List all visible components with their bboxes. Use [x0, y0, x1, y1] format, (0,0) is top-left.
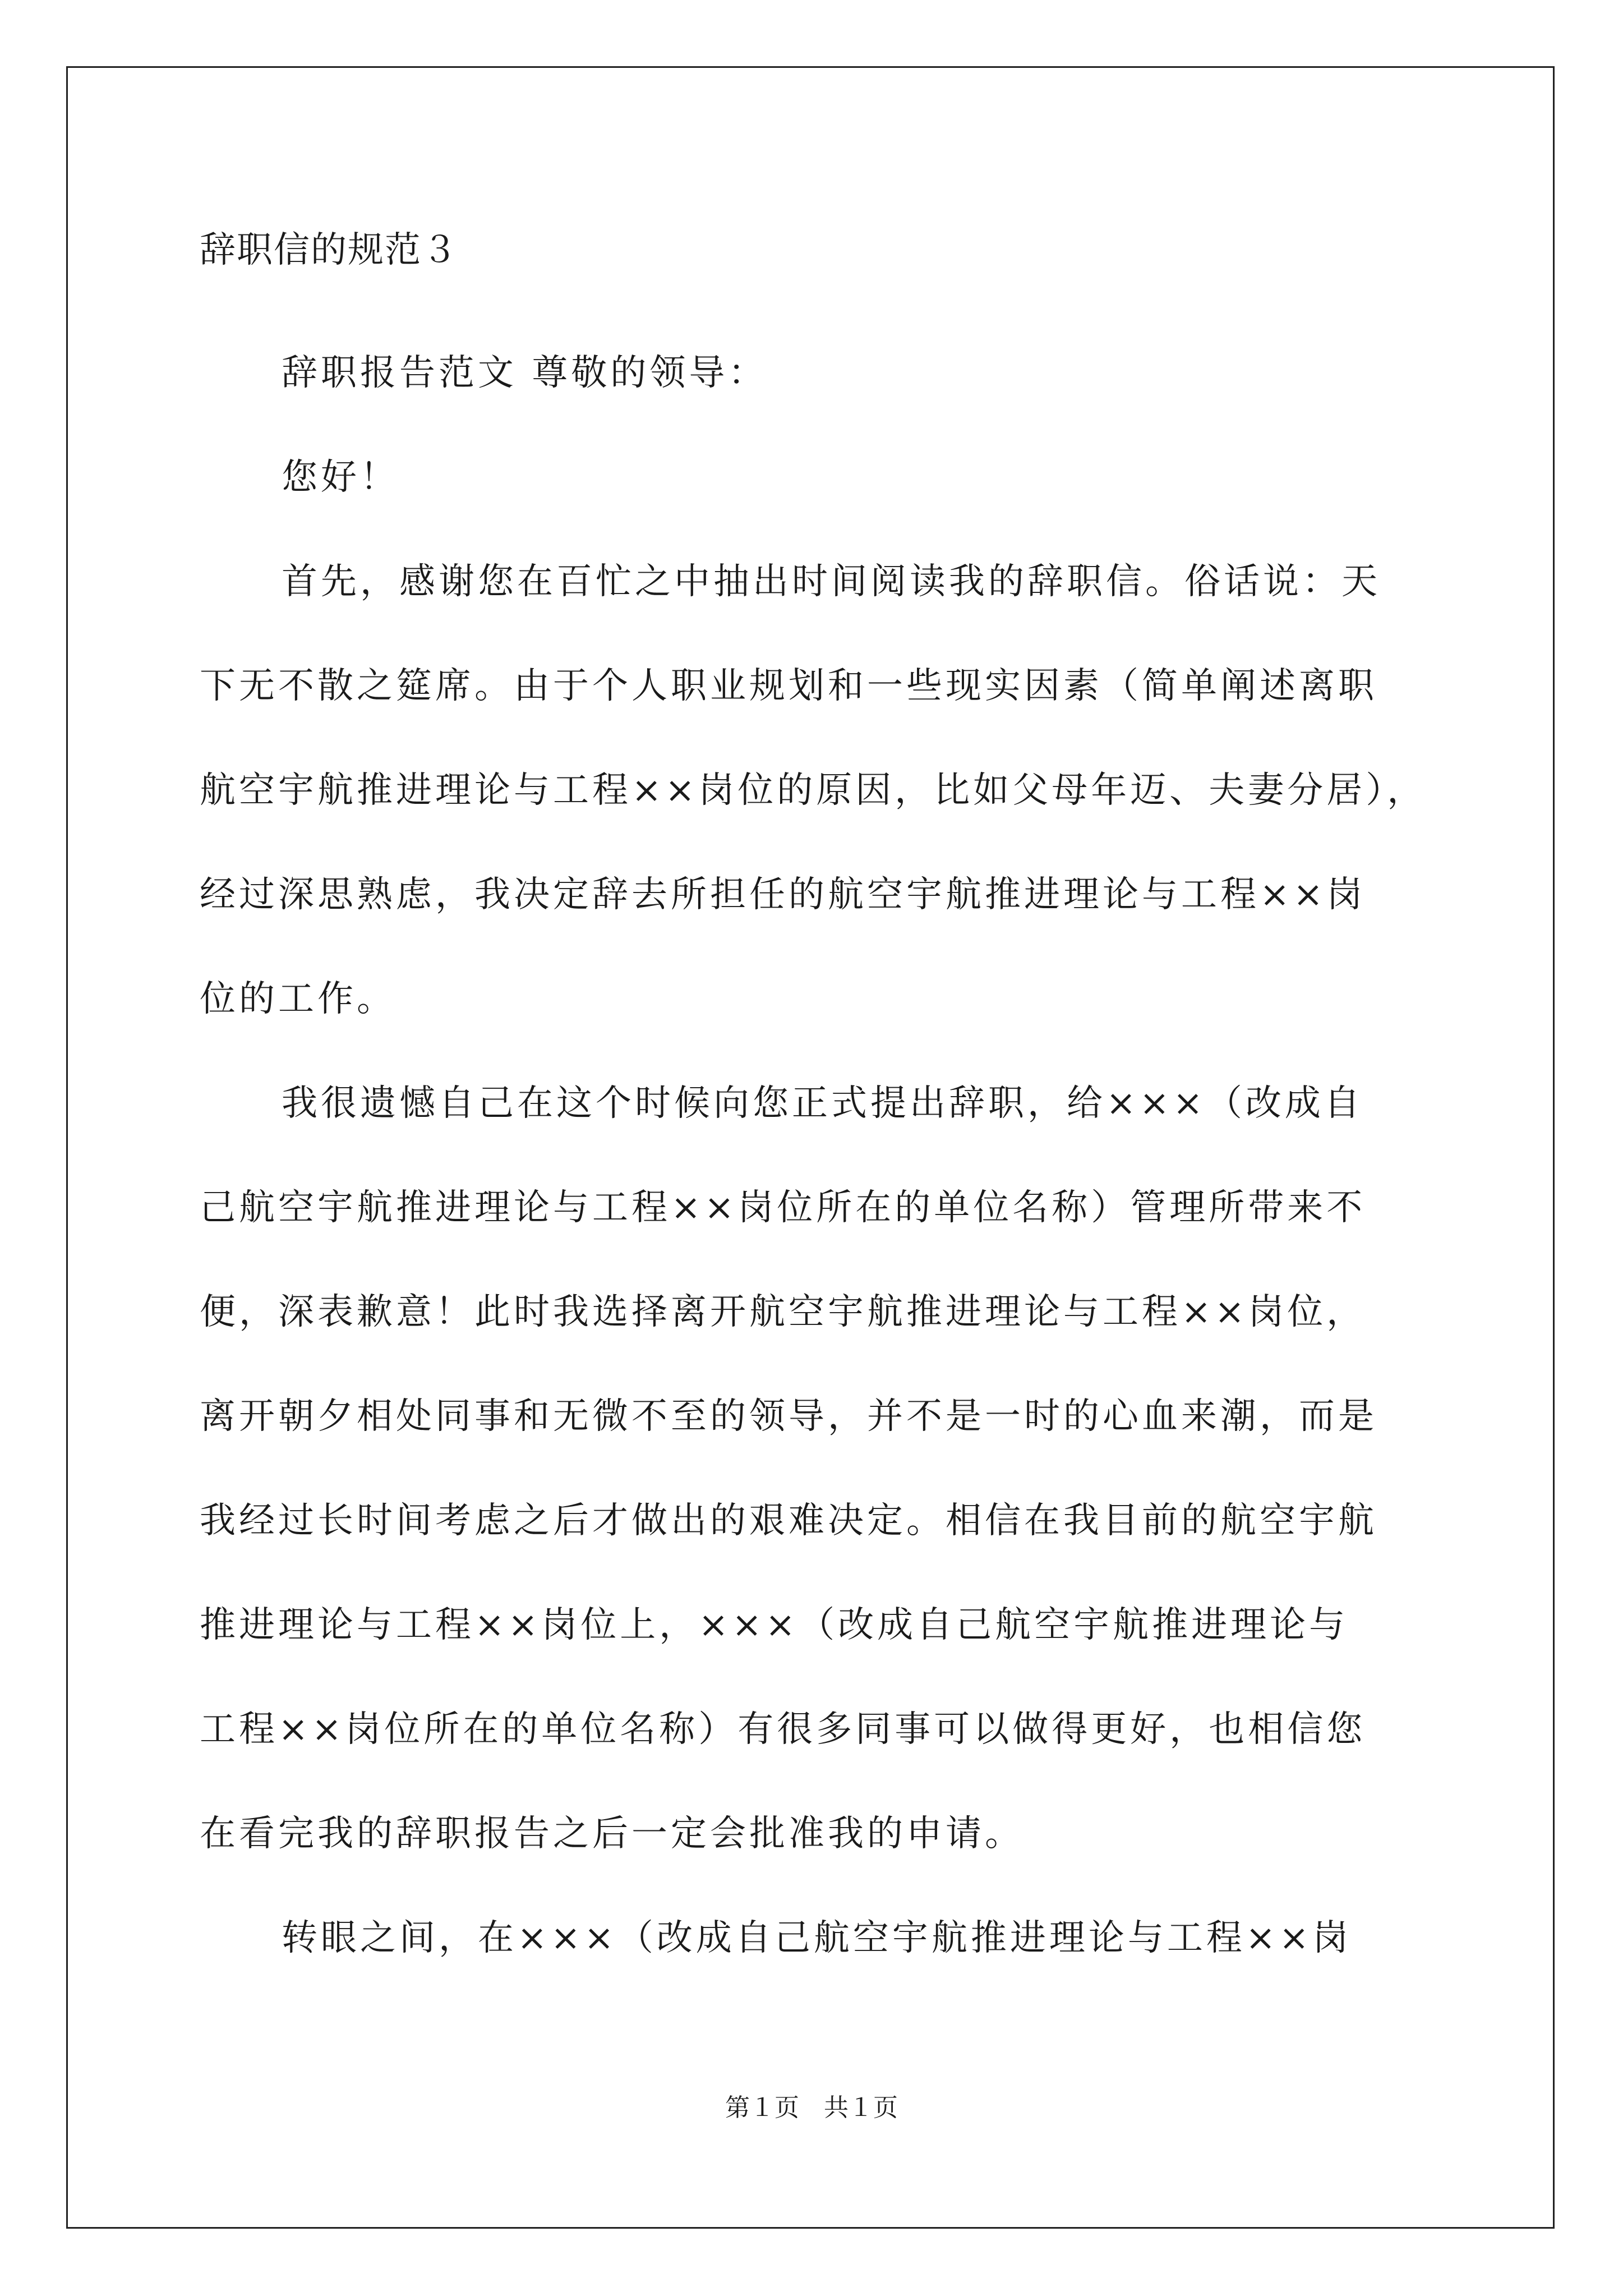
- paragraph-line: 位的工作。: [200, 978, 396, 1020]
- paragraph-line: 航空宇航推进理论与工程××岗位的原因，比如父母年迈、夫妻分居），: [200, 770, 1427, 811]
- paragraph-line: 首先，感谢您在百忙之中抽出时间阅读我的辞职信。俗话说：天: [282, 561, 1381, 602]
- paragraph-line: 经过深思熟虑，我决定辞去所担任的航空宇航推进理论与工程××岗: [200, 874, 1366, 915]
- paragraph-line: 离开朝夕相处同事和无微不至的领导，并不是一时的心血来潮，而是: [200, 1396, 1377, 1437]
- paragraph-line: 转眼之间，在×××（改成自己航空宇航推进理论与工程××岗: [282, 1917, 1352, 1959]
- paragraph-line: 在看完我的辞职报告之后一定会批准我的申请。: [200, 1813, 1024, 1855]
- paragraph-line: 己航空宇航推进理论与工程××岗位所在的单位名称）管理所带来不: [200, 1187, 1366, 1228]
- document-title: 辞职信的规范３: [200, 229, 459, 271]
- paragraph-line: 我很遗憾自己在这个时候向您正式提出辞职，给×××（改成自: [282, 1083, 1363, 1124]
- paragraph-line: 辞职报告范文 尊敬的领导：: [282, 352, 768, 394]
- paragraph-line: 便，深表歉意！此时我选择离开航空宇航推进理论与工程××岗位，: [200, 1291, 1366, 1333]
- paragraph-line: 下无不散之筵席。由于个人职业规划和一些现实因素（简单阐述离职: [200, 665, 1377, 707]
- document-body: [200, 321, 1428, 1990]
- paragraph-line: 我经过长时间考虑之后才做出的艰难决定。相信在我目前的航空宇航: [200, 1500, 1377, 1542]
- paragraph-line: 推进理论与工程××岗位上，×××（改成自己航空宇航推进理论与: [200, 1604, 1349, 1646]
- page-number-footer: 第１页 共１页: [725, 2093, 898, 2122]
- paragraph-line: 工程××岗位所在的单位名称）有很多同事可以做得更好，也相信您: [200, 1709, 1366, 1750]
- paragraph-line: 您好！: [282, 457, 399, 498]
